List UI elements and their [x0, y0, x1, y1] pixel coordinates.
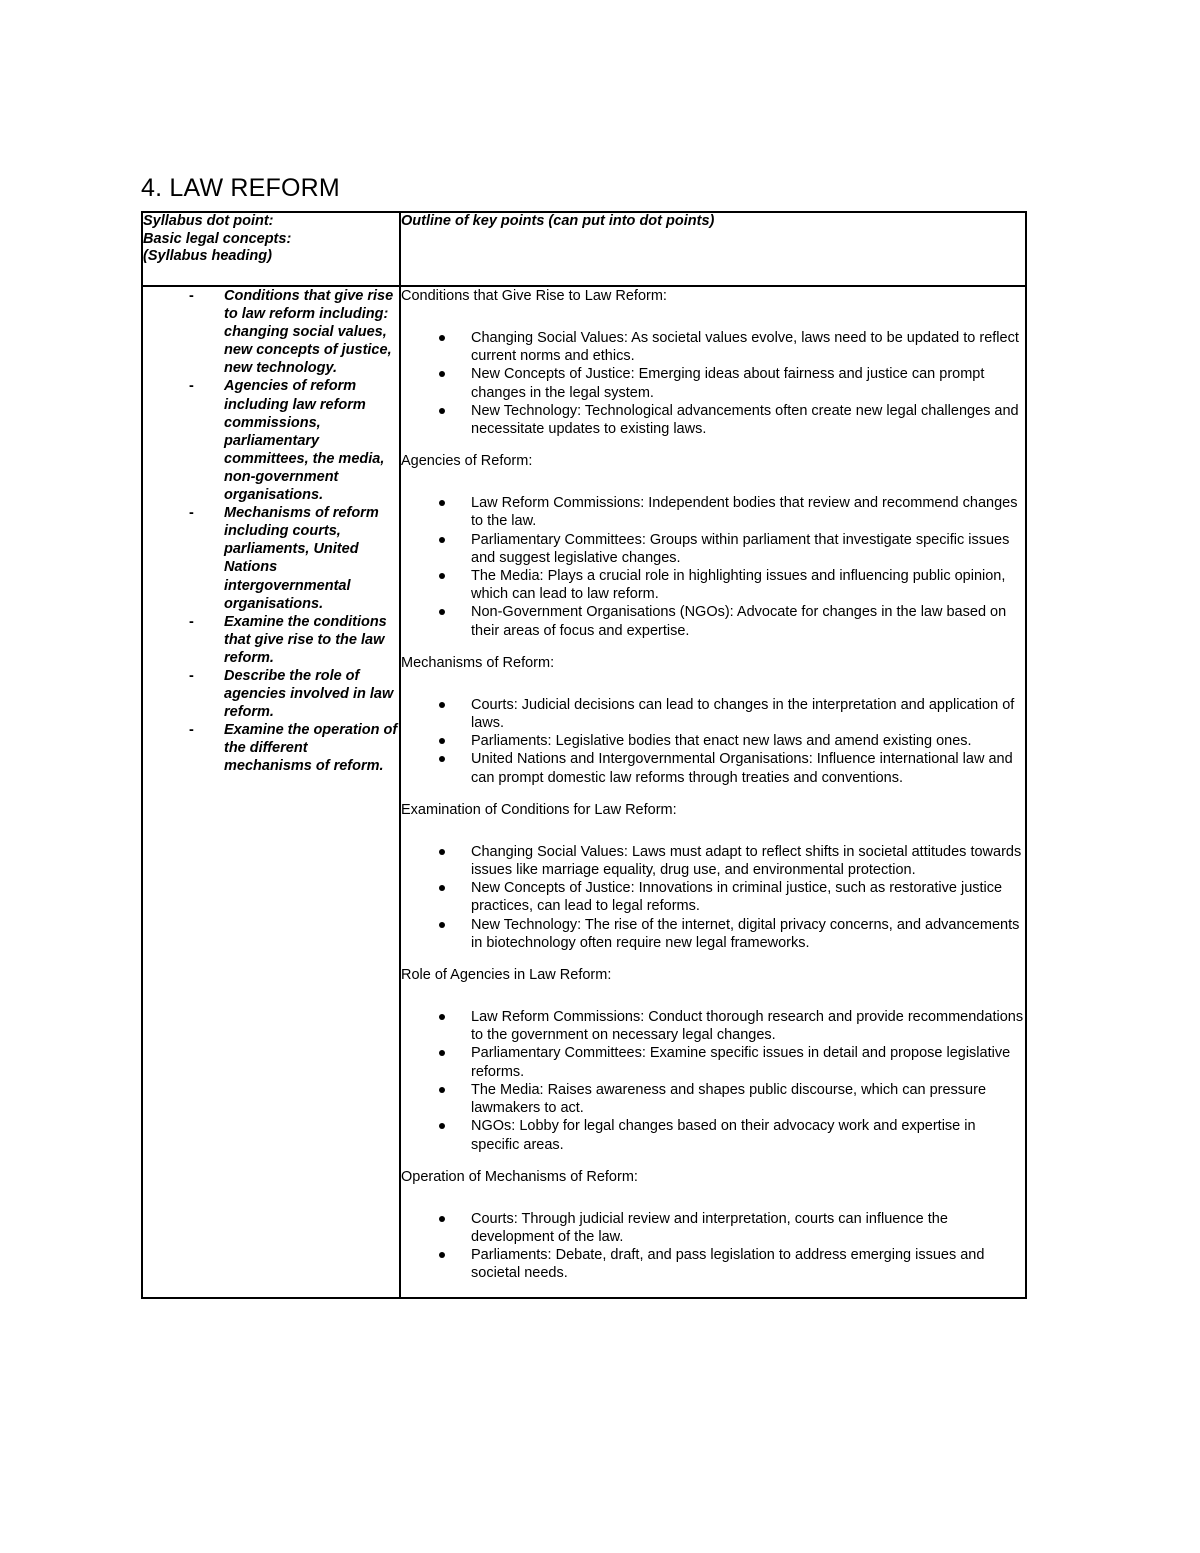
bullet-item [401, 494, 1025, 530]
bullet-dot-icon [439, 1050, 445, 1056]
bullet-text: New Concepts of Justice: Innovations in criminal justice, such as restorative justice practices, can lead to legal reforms. [471, 880, 1003, 915]
bullet-item [401, 843, 1025, 879]
syllabus-point-text: Agencies of reform including law reform commissions, parliamentary committees, the media, non-government organisations. [224, 378, 385, 504]
syllabus-point [143, 721, 399, 775]
header-left-line: Basic legal concepts: [143, 230, 292, 247]
key-points-sections [401, 287, 1025, 1283]
bullet-text: Parliamentary Committees: Examine specific issues in detail and propose legislative reforms. [471, 1045, 1011, 1080]
syllabus-point [143, 287, 399, 377]
bullet-list [401, 843, 1025, 952]
bullet-text: NGOs: Lobby for legal changes based on their advocacy work and expertise in specific areas. [471, 1118, 976, 1153]
syllabus-point-text: Conditions that give rise to law reform including: changing social values, new concepts of justice, new technology. [224, 288, 394, 377]
bullet-text: The Media: Plays a crucial role in highlighting issues and influencing public opinion, which can lead to law reform. [471, 568, 1006, 603]
section-heading: Mechanisms of Reform: [401, 654, 555, 671]
bullet-item [401, 365, 1025, 401]
bullet-dot-icon [439, 849, 445, 855]
bullet-item [401, 531, 1025, 567]
bullet-text: The Media: Raises awareness and shapes public discourse, which can pressure lawmakers to act. [471, 1081, 987, 1117]
bullet-list [401, 1210, 1025, 1283]
header-left-line: (Syllabus heading) [143, 248, 272, 264]
bullet-item [401, 916, 1025, 952]
key-points-section [401, 287, 1025, 438]
key-points-section [401, 801, 1025, 952]
dash-bullet-icon: - [189, 613, 194, 630]
key-points-cell [400, 286, 1026, 1298]
bullet-text: Non-Government Organisations (NGOs): Advocate for changes in the law based on their areas of focus and expertise. [471, 604, 1007, 639]
bullet-item [401, 603, 1025, 639]
syllabus-point [143, 377, 399, 504]
bullet-dot-icon [439, 408, 445, 414]
bullet-list [401, 329, 1025, 438]
syllabus-points-cell [142, 286, 400, 1298]
bullet-dot-icon [439, 500, 445, 506]
syllabus-table [141, 211, 1027, 1299]
header-left-cell [142, 212, 400, 286]
syllabus-point-text: Describe the role of agencies involved in law reform. [224, 667, 394, 721]
key-points-section [401, 1168, 1025, 1283]
bullet-text: Courts: Through judicial review and interpretation, courts can influence the development of the law. [471, 1210, 948, 1245]
dash-bullet-icon: - [189, 378, 194, 395]
bullet-text: Parliaments: Legislative bodies that enact new laws and amend existing ones. [471, 733, 972, 750]
syllabus-point-text: Examine the conditions that give rise to the law reform. [224, 613, 387, 666]
key-points-section [401, 452, 1025, 640]
bullet-text: Law Reform Commissions: Conduct thorough research and provide recommendations to the government on necessary legal changes. [471, 1009, 1024, 1044]
syllabus-point-text: Examine the operation of the different mechanisms of reform. [224, 722, 398, 775]
bullet-text: Parliamentary Committees: Groups within parliament that investigate specific issues and suggest legislative changes. [471, 531, 1010, 566]
bullet-dot-icon [439, 537, 445, 543]
bullet-item [401, 1044, 1025, 1080]
dash-bullet-icon: - [189, 667, 194, 684]
section-heading: Role of Agencies in Law Reform: [401, 967, 612, 984]
syllabus-points-list [143, 287, 399, 776]
dash-bullet-icon: - [189, 505, 194, 522]
header-left-line: Syllabus dot point: [143, 213, 274, 229]
bullet-item [401, 567, 1025, 603]
bullet-text: Changing Social Values: As societal values evolve, laws need to be updated to reflect current norms and ethics. [471, 330, 1019, 365]
page-title: 4. LAW REFORM [141, 174, 340, 202]
dash-bullet-icon: - [189, 288, 194, 304]
syllabus-point [143, 504, 399, 613]
bullet-dot-icon [439, 702, 445, 708]
bullet-list [401, 494, 1025, 640]
section-heading: Examination of Conditions for Law Reform: [401, 801, 677, 818]
section-heading: Conditions that Give Rise to Law Reform: [401, 288, 667, 304]
bullet-item [401, 1246, 1025, 1282]
bullet-item [401, 879, 1025, 915]
bullet-dot-icon [439, 1014, 445, 1020]
syllabus-point-text: Mechanisms of reform including courts, parliaments, United Nations intergovernmental organisations. [224, 505, 379, 612]
dash-bullet-icon: - [189, 722, 194, 739]
syllabus-point [143, 667, 399, 721]
bullet-item [401, 732, 1025, 750]
bullet-text: New Technology: Technological advancements often create new legal challenges and necessitate updates to existing laws. [471, 402, 1019, 438]
bullet-dot-icon [439, 1216, 445, 1222]
bullet-item [401, 1117, 1025, 1153]
section-heading: Operation of Mechanisms of Reform: [401, 1168, 638, 1185]
bullet-item [401, 1210, 1025, 1246]
bullet-item [401, 750, 1025, 786]
bullet-text: Parliaments: Debate, draft, and pass legislation to address emerging issues and societal needs. [471, 1247, 985, 1282]
table-header-row [142, 212, 1026, 286]
bullet-dot-icon [439, 1252, 445, 1258]
bullet-item [401, 1008, 1025, 1044]
bullet-item [401, 696, 1025, 732]
bullet-dot-icon [439, 335, 445, 341]
bullet-text: Law Reform Commissions: Independent bodies that review and recommend changes to the law. [471, 495, 1018, 530]
bullet-item [401, 329, 1025, 365]
bullet-dot-icon [439, 573, 445, 579]
section-heading: Agencies of Reform: [401, 453, 533, 470]
bullet-dot-icon [439, 756, 445, 762]
bullet-dot-icon [439, 922, 445, 928]
bullet-text: United Nations and Intergovernmental Organisations: Influence international law and can prompt domestic law reforms through treaties and conventions. [471, 751, 1013, 786]
bullet-dot-icon [439, 738, 445, 744]
bullet-text: Courts: Judicial decisions can lead to changes in the interpretation and application of laws. [471, 696, 1015, 732]
bullet-text: New Technology: The rise of the internet, digital privacy concerns, and advancements in biotechnology often require new legal frameworks. [471, 916, 1020, 951]
bullet-item [401, 402, 1025, 438]
bullet-text: New Concepts of Justice: Emerging ideas about fairness and justice can prompt changes in the legal system. [471, 366, 985, 401]
bullet-list [401, 1008, 1025, 1154]
bullet-text: Changing Social Values: Laws must adapt to reflect shifts in societal attitudes towards issues like marriage equality, drug use, and environmental protection. [471, 843, 1022, 879]
header-right-label: Outline of key points (can put into dot points) [401, 213, 715, 229]
key-points-section [401, 654, 1025, 787]
key-points-section [401, 966, 1025, 1154]
bullet-dot-icon [439, 1087, 445, 1093]
bullet-item [401, 1081, 1025, 1117]
syllabus-point [143, 613, 399, 667]
bullet-dot-icon [439, 1123, 445, 1129]
bullet-dot-icon [439, 371, 445, 377]
bullet-dot-icon [439, 609, 445, 615]
bullet-list [401, 696, 1025, 787]
table-body-row [142, 286, 1026, 1298]
header-right-cell [400, 212, 1026, 286]
bullet-dot-icon [439, 885, 445, 891]
